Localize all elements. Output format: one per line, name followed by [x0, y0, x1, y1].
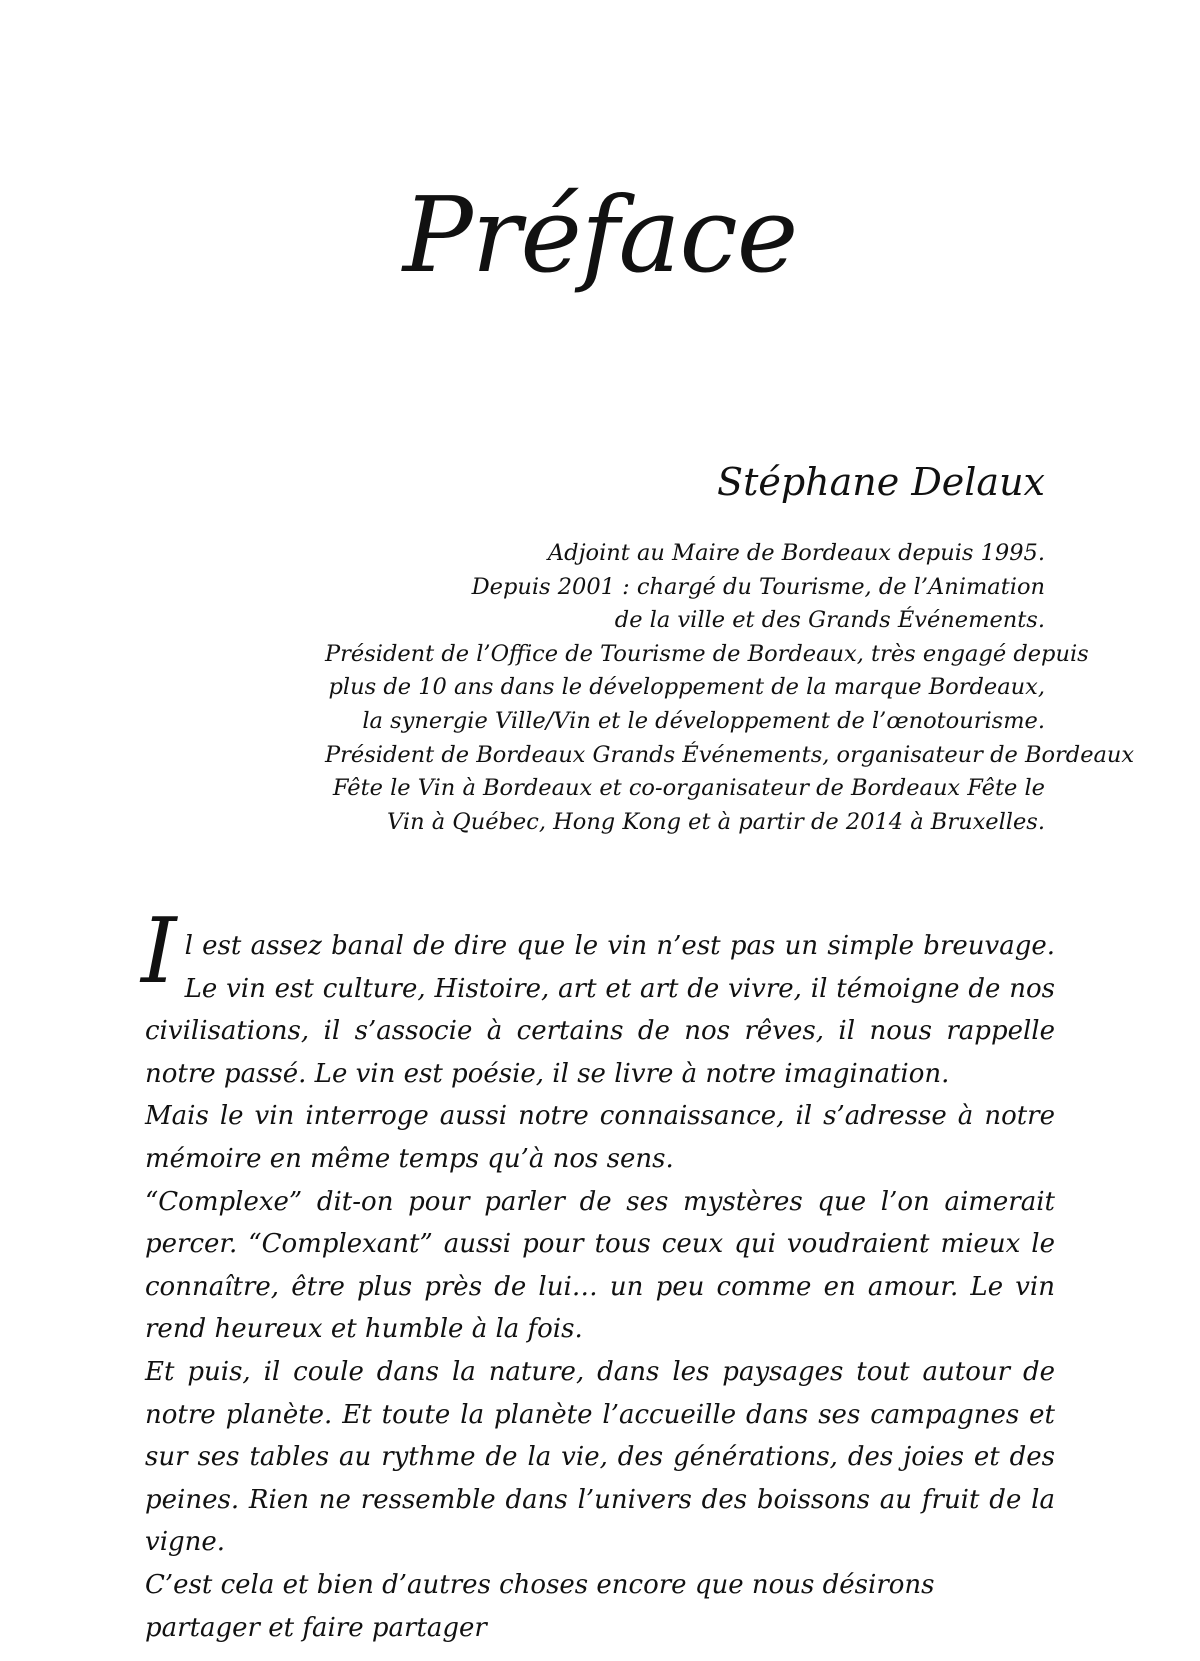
paragraph-4: [145, 1351, 1055, 1564]
paragraph-3: [145, 1181, 1055, 1351]
bio-line: plus de 10 ans dans le développement de la marque Bordeaux,: [328, 674, 1045, 701]
preface-body: [141, 899, 1055, 1649]
paragraph-5: [145, 1564, 1055, 1649]
author-bio: [325, 537, 1135, 839]
drop-cap: I: [141, 899, 177, 1004]
bio-line: Fête le Vin à Bordeaux et co-organisateur de Bordeaux Fête le: [332, 775, 1045, 802]
bio-line: Adjoint au Maire de Bordeaux depuis 1995.: [547, 540, 1045, 566]
bio-line: Président de l’Office de Tourisme de Bordeaux, très engagé depuis: [325, 640, 1089, 667]
page-title: Préface: [402, 174, 798, 296]
bio-line: de la ville et des Grands Événements.: [614, 607, 1045, 634]
bio-line: la synergie Ville/Vin et le développement de l’œnotourisme.: [362, 707, 1045, 734]
author-name: Stéphane Delaux: [717, 460, 1045, 504]
paragraph-1: [141, 899, 1055, 1095]
paragraph-text: l est assez banal de dire que le vin n’est pas un simple breuvage. Le vin est culture, Histoire, art et art de vivre, il témoigne de nos civilisations, il s’associe à certains de nos rêves, il nous rappelle notre passé. Le vin est poésie, il se livre à notre imagination.: [145, 931, 1055, 1089]
paragraph-text: Et puis, il coule dans la nature, dans les paysages tout autour de notre planète. Et toute la planète l’accueille dans ses campagnes et sur ses tables au rythme de la vie, des générations, des joies et des peines. Rien ne ressemble dans l’univers des boissons au fruit de la vigne.: [145, 1356, 1055, 1558]
bio-line: Président de Bordeaux Grands Événements, organisateur de Bordeaux: [325, 741, 1135, 768]
bio-line: Vin à Québec, Hong Kong et à partir de 2014 à Bruxelles.: [387, 808, 1045, 835]
paragraph-2: [145, 1095, 1055, 1180]
paragraph-text: Mais le vin interroge aussi notre connaissance, il s’adresse à notre mémoire en même temps qu’à nos sens.: [145, 1101, 1055, 1174]
bio-line: Depuis 2001 : chargé du Tourisme, de l’Animation: [471, 573, 1045, 600]
paragraph-text: “Complexe” dit-on pour parler de ses mystères que l’on aimerait percer. “Complexant” aussi pour tous ceux qui voudraient mieux le connaître, être plus près de lui… un peu comme en amour. Le vin rend heureux et humble à la fois.: [145, 1186, 1055, 1345]
paragraph-text: C’est cela et bien d’autres choses encore que nous désirons partager et faire partager: [145, 1569, 935, 1643]
